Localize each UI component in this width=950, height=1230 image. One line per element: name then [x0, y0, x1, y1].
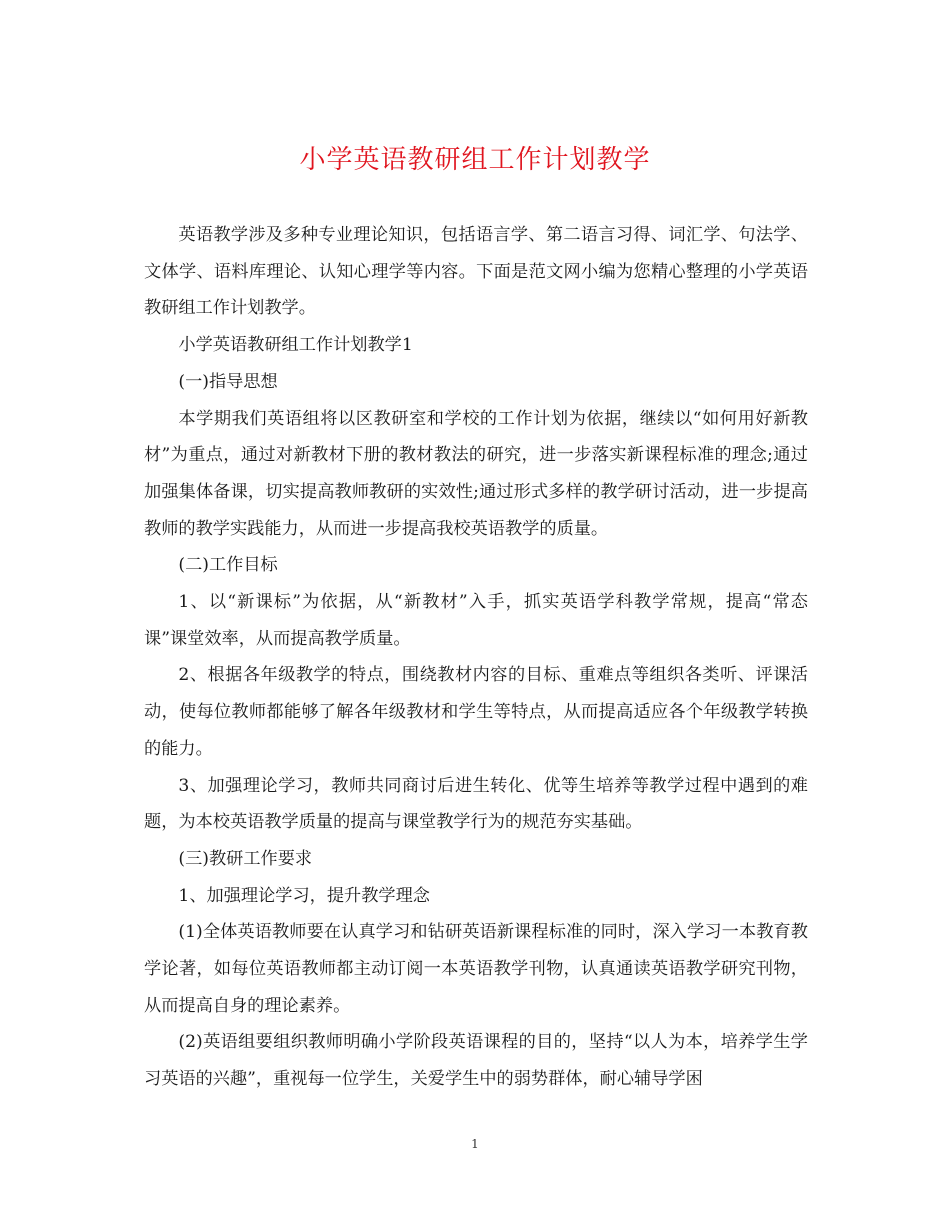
paragraph-goal-1: 1、以“新课标”为依据，从“新教材”入手，抓实英语学科教学常规，提高“常态课”课堂效率，从而提高教学质量。	[144, 592, 808, 649]
paragraph-requirement-1-1: (1)全体英语教师要在认真学习和钻研英语新课程标准的同时，深入学习一本教育教学论著，如每位英语教师都主动订阅一本英语教学刊物，认真通读英语教学研究刊物，从而提高自身的理论素养。	[144, 922, 808, 1016]
paragraph-guiding-ideology: 本学期我们英语组将以区教研室和学校的工作计划为依据，继续以“如何用好新教材”为重点，通过对新教材下册的教材教法的研究，进一步落实新课程标准的理念;通过加强集体备课，切实提高教师教研的实效性;通过形式多样的教学研讨活动，进一步提高教师的教学实践能力，从而进一步提高我校英语教学的质量。	[144, 408, 808, 539]
paragraph-goal-2: 2、根据各年级教学的特点，围绕教材内容的目标、重难点等组织各类听、评课活动，使每位教师都能够了解各年级教材和学生等特点，从而提高适应各个年级教学转换的能力。	[144, 665, 808, 759]
subheading-work-goals: (二)工作目标	[178, 555, 278, 576]
paragraph-requirement-1-2: (2)英语组要组织教师明确小学阶段英语课程的目的，坚持“以人为本，培养学生学习英语的兴趣”，重视每一位学生，关爱学生中的弱势群体，耐心辅导学困	[144, 1032, 808, 1090]
paragraph-intro: 英语教学涉及多种专业理论知识，包括语言学、第二语言习得、词汇学、句法学、文体学、语料库理论、认知心理学等内容。下面是范文网小编为您精心整理的小学英语教研组工作计划教学。	[144, 225, 808, 319]
paragraph-requirement-1: 1、加强理论学习，提升教学理念	[178, 885, 430, 906]
document-title: 小学英语教研组工作计划教学	[299, 145, 651, 175]
document-body	[144, 217, 808, 1098]
page-number: 1	[471, 1137, 479, 1151]
subheading-research-requirements: (三)教研工作要求	[178, 848, 313, 869]
subheading-guiding-ideology: (一)指导思想	[178, 371, 278, 392]
paragraph-goal-3: 3、加强理论学习，教师共同商讨后进生转化、优等生培养等教学过程中遇到的难题，为本校英语教学质量的提高与课堂教学行为的规范夯实基础。	[144, 775, 808, 833]
section-heading-plan-1: 小学英语教研组工作计划教学1	[178, 335, 413, 356]
